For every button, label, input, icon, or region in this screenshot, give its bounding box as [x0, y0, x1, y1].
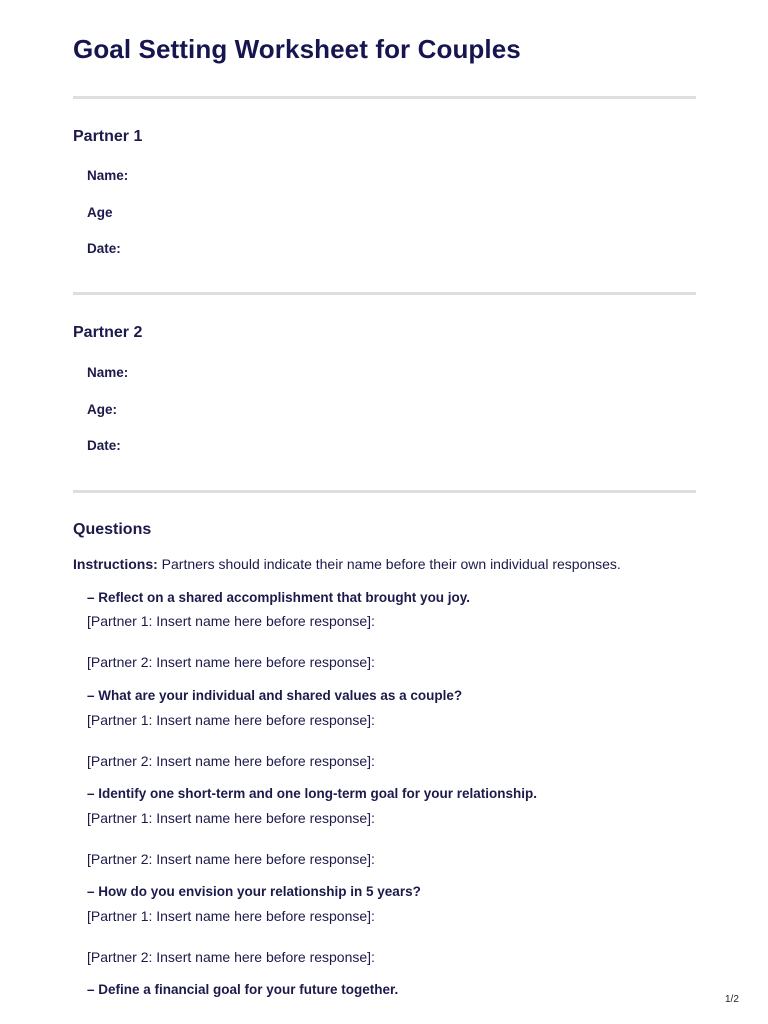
page-number: 1/2 — [725, 994, 739, 1005]
partner-2-response-prompt: [Partner 2: Insert name here before response]: — [87, 851, 375, 867]
instructions-body: Partners should indicate their name before their own individual responses. — [157, 556, 621, 572]
question-1: – Reflect on a shared accomplishment that brought you joy. — [87, 590, 471, 605]
section-divider — [73, 96, 696, 99]
partner-2-response-prompt: [Partner 2: Insert name here before response]: — [87, 753, 375, 769]
questions-heading: Questions — [73, 521, 152, 538]
partner-2-name-label: Name: — [87, 365, 129, 380]
document-title: Goal Setting Worksheet for Couples — [73, 34, 521, 64]
question-4: – How do you envision your relationship in 5 years? — [87, 884, 421, 899]
question-5: – Define a financial goal for your future together. — [87, 982, 399, 997]
partner-1-name-label: Name: — [87, 168, 129, 183]
partner-2-response-prompt: [Partner 2: Insert name here before response]: — [87, 654, 375, 670]
partner-1-response-prompt: [Partner 1: Insert name here before response]: — [87, 712, 375, 728]
question-3: – Identify one short-term and one long-term goal for your relationship. — [87, 786, 538, 801]
instructions-text — [73, 556, 621, 572]
partner-1-response-prompt: [Partner 1: Insert name here before response]: — [87, 613, 375, 629]
partner-1-date-label: Date: — [87, 241, 121, 256]
partner-1-age-label: Age — [87, 205, 113, 220]
instructions-label: Instructions: — [73, 556, 158, 572]
partner-2-response-prompt: [Partner 2: Insert name here before response]: — [87, 949, 375, 965]
partner-2-age-label: Age: — [87, 402, 117, 417]
partner-2-heading: Partner 2 — [73, 324, 143, 341]
section-divider — [73, 292, 696, 295]
section-divider — [73, 490, 696, 493]
partner-1-response-prompt: [Partner 1: Insert name here before response]: — [87, 908, 375, 924]
partner-1-heading: Partner 1 — [73, 128, 143, 145]
partner-1-response-prompt: [Partner 1: Insert name here before response]: — [87, 810, 375, 826]
partner-2-date-label: Date: — [87, 438, 121, 453]
question-2: – What are your individual and shared values as a couple? — [87, 688, 463, 703]
